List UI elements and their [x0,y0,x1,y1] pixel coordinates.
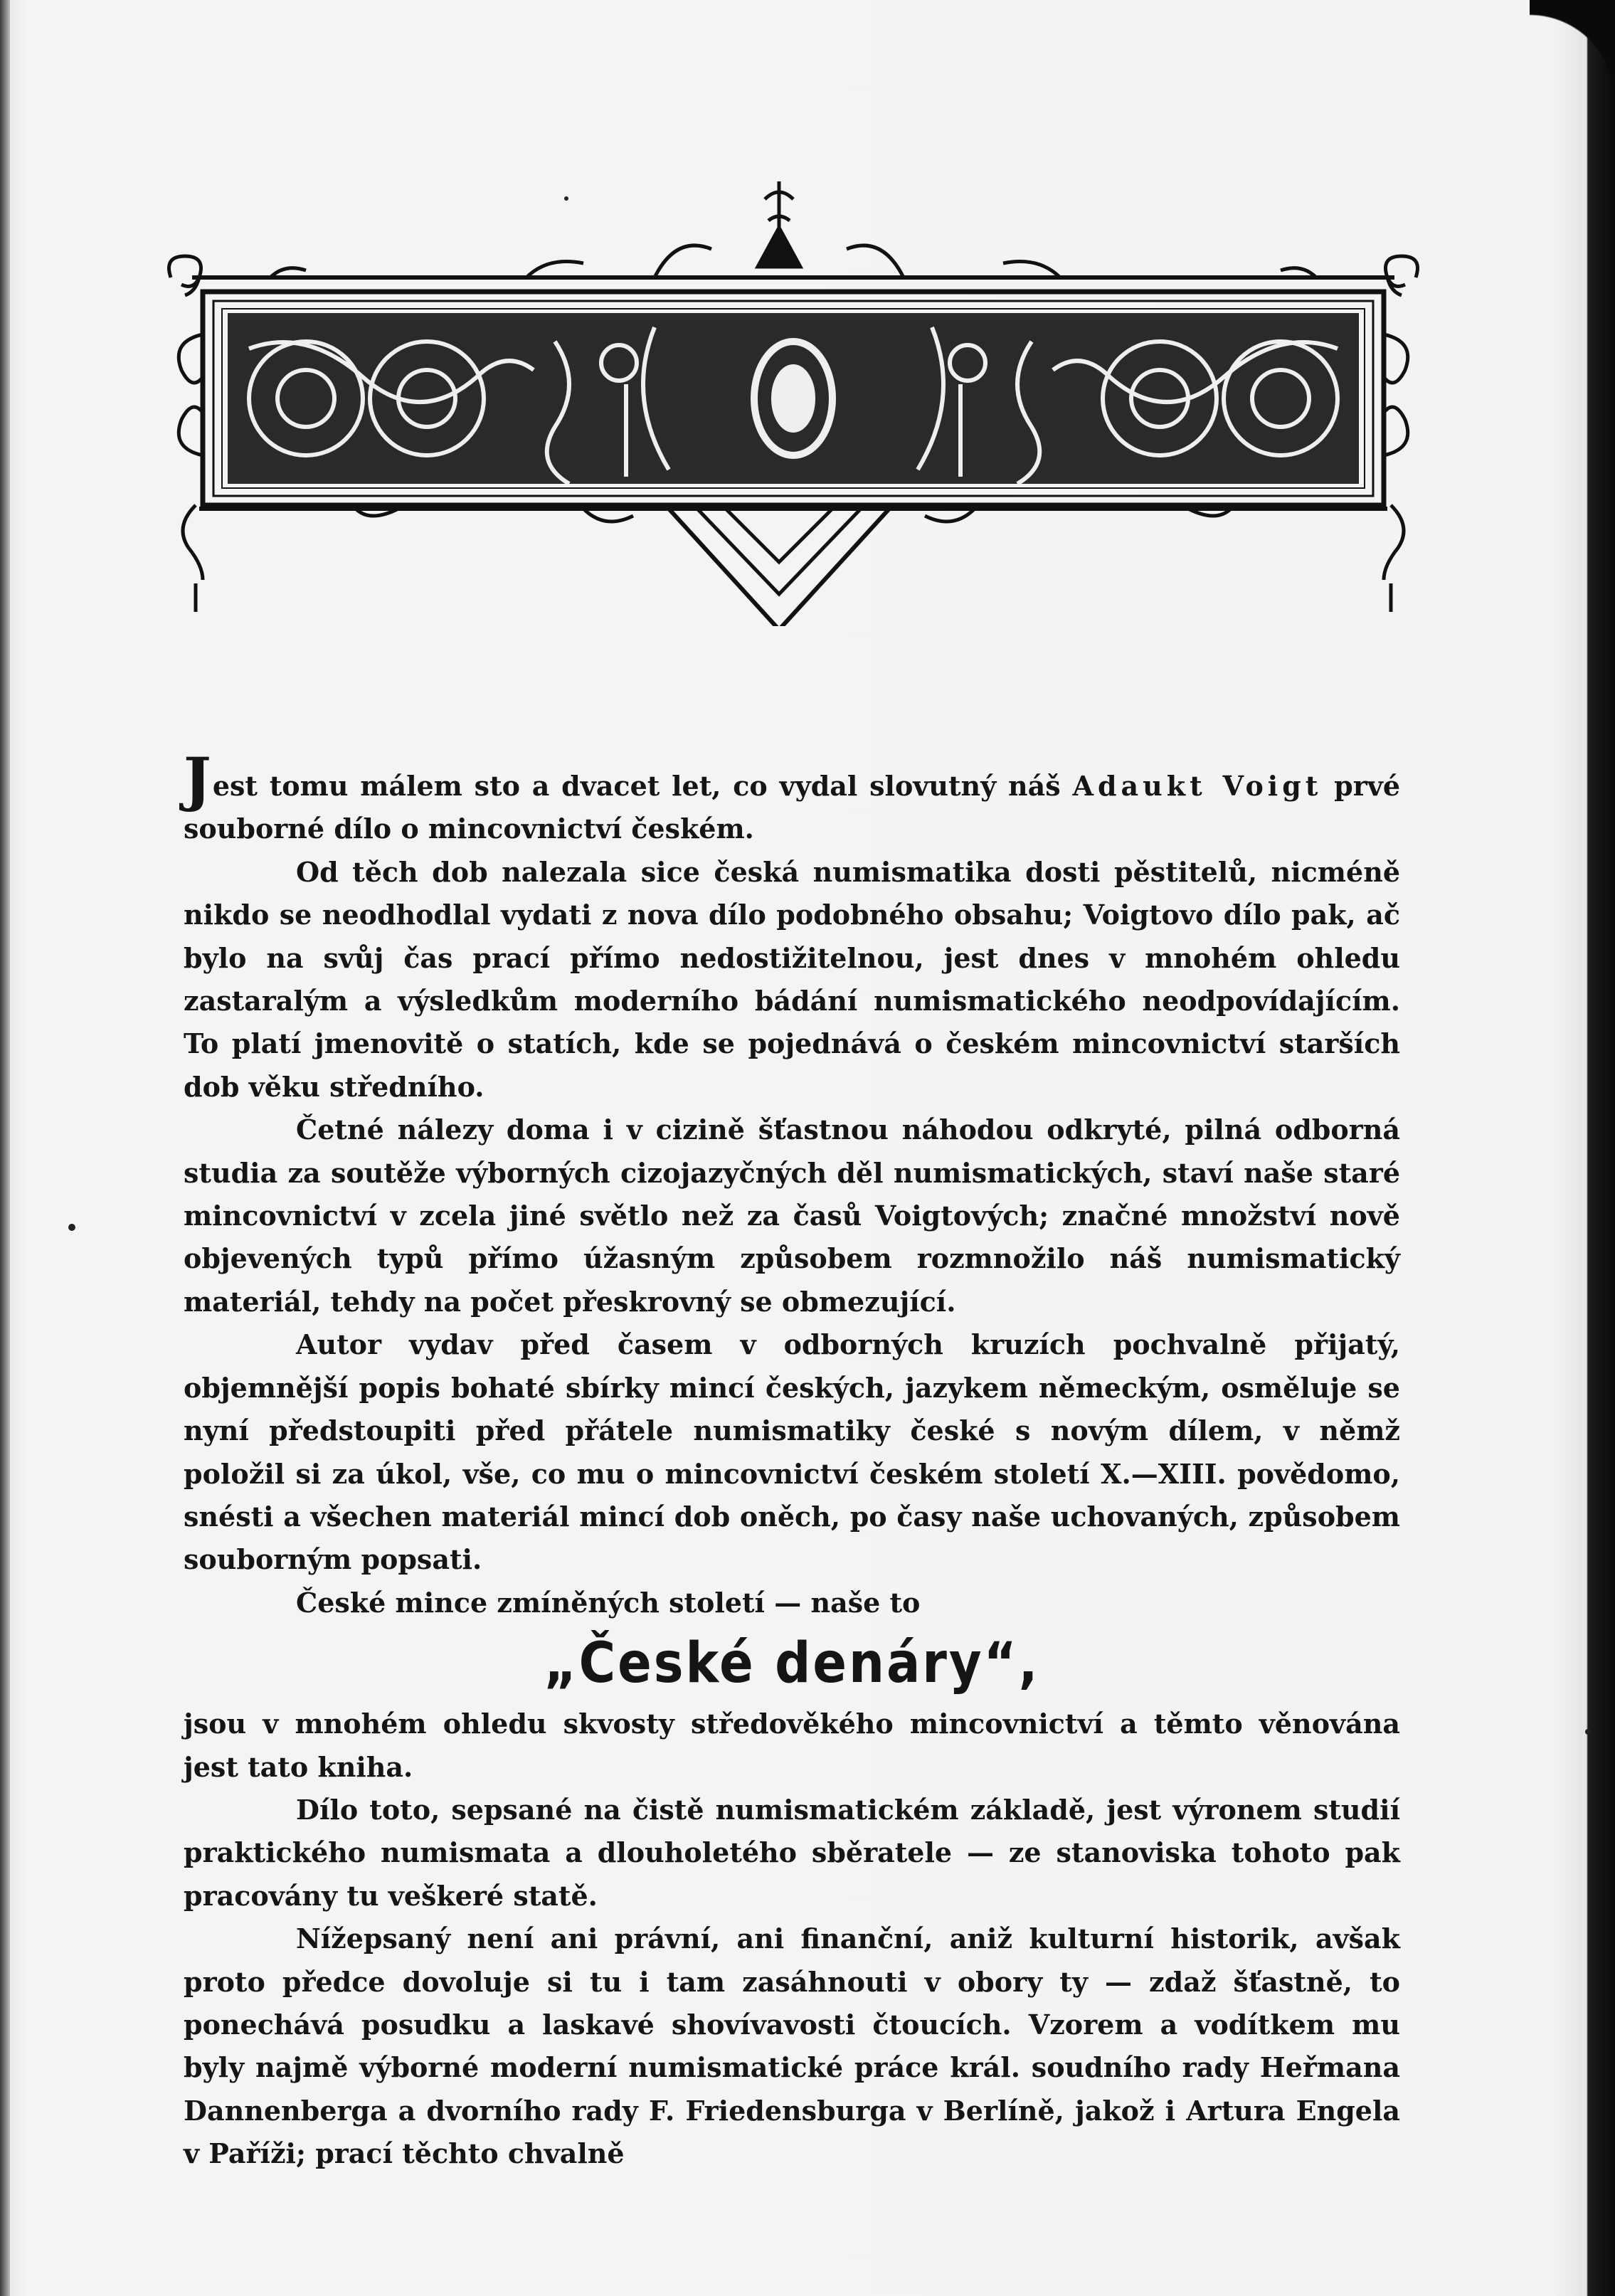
drop-cap: J [184,746,211,814]
paragraph-5: České mince zmíněných století — naše to [296,1586,921,1619]
section-heading: „České denáry“, [544,1631,1040,1696]
paragraph-3: Četné nálezy doma i v cizině šťastnou náhodou odkryté, pilná odborná studia za soutěže výborných cizojazyčných děl numismatických, staví naše staré mincovnictví v zcela jiné světlo než za časů Voigtových; značné množství nově objevených typů přímo úžasným způsobem rozmnožilo náš numismatický materiál, tehdy na počet přeskrovný se obmezující. [184,1113,1400,1318]
author-name: Adaukt Voigt [1072,770,1323,802]
body-text [184,746,1400,2176]
speck [564,196,568,201]
speck [1585,1729,1591,1735]
speck [68,1224,75,1231]
page-corner-shadow [1530,0,1615,100]
paragraph-6: jsou v mnohém ohledu skvosty středověkého mincovnictví a těmto věnována jest tato kniha. [184,1708,1400,1783]
paragraph-7: Dílo toto, sepsané na čistě numismatickém základě, jest výronem studií praktického numismata a dlouholetého sběratele — ze stanoviska tohoto pak pracovány tu veškeré statě. [184,1793,1400,1912]
paragraph-1: Jest tomu málem sto a dvacet let, co vydal slovutný náš Adaukt Voigt prvé souborné dílo o mincovnictví českém. [184,746,1400,845]
page-left-edge [0,0,10,2296]
paragraph-2: Od těch dob nalezala sice česká numismatika dosti pěstitelů, nicméně nikdo se neodhodlal vydati z nova dílo podobného obsahu; Voigtovo dílo pak, ač bylo na svůj čas prací přímo nedostižitelnou, jest dnes v mnohém ohledu zastaralým a výsledkům moderního bádání numismatického neodpovídajícím. To platí jmenovitě o statích, kde se pojednává o českém mincovnictví starších dob věku středního. [184,855,1400,1103]
paragraph-8: Nížepsaný není ani právní, ani finanční, aniž kulturní historik, avšak proto předce dovoluje si tu i tam zasáhnouti v obory ty — zdaž šťastně, to ponechává posudku a laskavé shovívavosti čtoucích. Vzorem a vodítkem mu byly najmě výborné moderní numismatické práce král. soudního rady Heřmana Dannenberga a dvorního rady F. Friedensburga v Berlíně, jakož i Artura Engela v Paříži; prací těchto chvalně [184,1922,1400,2170]
decorative-header-ornament-icon [157,171,1430,626]
paragraph-4: Autor vydav před časem v odborných kruzích pochvalně přijatý, objemnější popis bohaté sbírky mincí českých, jazykem německým, osměluje se nyní předstoupiti před přátele numismatiky české s novým dílem, v němž položil si za úkol, vše, co mu o mincovnictví českém století X.—XIII. povědomo, snésti a všechen materiál mincí dob oněch, po časy naše uchovaných, způsobem souborným popsati. [184,1328,1400,1576]
